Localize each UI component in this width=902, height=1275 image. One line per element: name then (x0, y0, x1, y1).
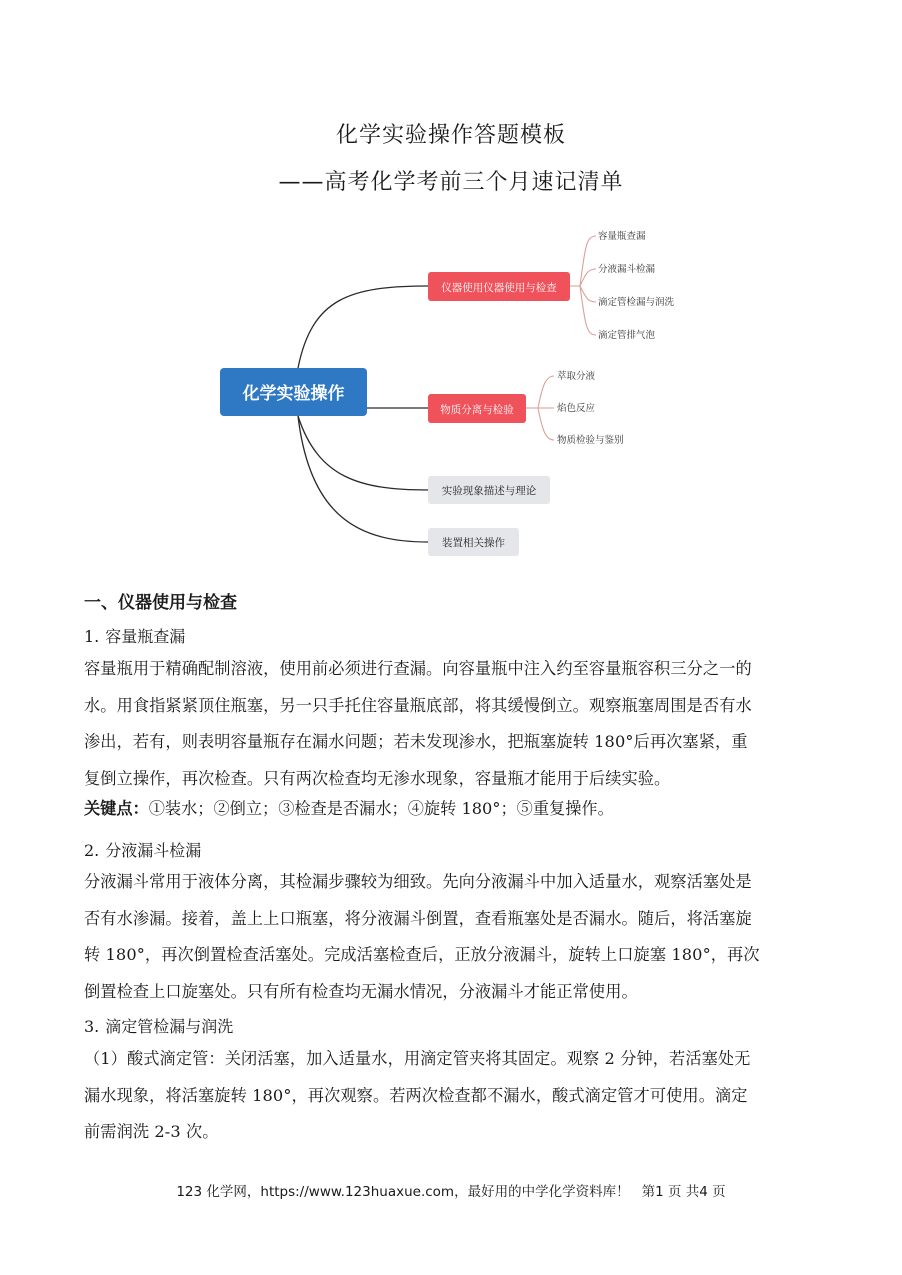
text-line: 容量瓶用于精确配制溶液，使用前必须进行查漏。向容量瓶中注入约至容量瓶容积三分之一的 (84, 659, 752, 678)
page-number: 第1 页 共4 页 (641, 1184, 726, 1200)
footer-text: 123 化学网，https://www.123huaxue.com，最好用的中学化学资料库！ (176, 1184, 630, 1200)
keypoints-text: ①装水；②倒立；③检查是否漏水；④旋转 180°；⑤重复操作。 (148, 799, 614, 818)
item2-title: 分液漏斗检漏 (105, 841, 202, 860)
text-line: 复倒立操作，再次检查。只有两次检查均无渗水现象，容量瓶才能用于后续实验。 (84, 768, 671, 788)
leaf-extraction: 萃取分液 (557, 371, 596, 382)
item3-body (84, 1041, 824, 1151)
keypoints-label: 关键点： (84, 799, 149, 818)
text-line: 渗出，若有，则表明容量瓶存在漏水问题；若未发现渗水，把瓶塞旋转 180°后再次塞紧，重 (84, 732, 748, 751)
branch-phenomena-label: 实验现象描述与理论 (441, 485, 537, 497)
branch-separation-label: 物质分离与检验 (440, 404, 514, 416)
leaf-flame-test: 焰色反应 (557, 403, 596, 414)
text-line: （1）酸式滴定管：关闭活塞，加入适量水，用滴定管夹将其固定。观察 2 分钟，若活塞处无 (84, 1049, 751, 1068)
text-line: 水。用食指紧紧顶住瓶塞，另一只手托住容量瓶底部，将其缓慢倒立。观察瓶塞周围是否有水 (84, 695, 752, 715)
leaf-volumetric-flask: 容量瓶查漏 (598, 231, 646, 242)
document-title: 化学实验操作答题模板 (335, 123, 566, 148)
page-footer (0, 1180, 902, 1200)
leaf-identification: 物质检验与鉴别 (557, 435, 624, 446)
text-line: 否有水渗漏。接着，盖上上口瓶塞，将分液漏斗倒置，查看瓶塞处是否漏水。随后，将活塞旋 (84, 908, 752, 928)
mindmap-leaves (557, 230, 675, 446)
item3-heading (84, 1014, 824, 1037)
document-subtitle: ——高考化学考前三个月速记清单 (278, 170, 624, 195)
item2-heading (84, 838, 824, 861)
section-heading: 一、仪器使用与检查 (84, 593, 237, 613)
item1-keypoints (84, 795, 824, 819)
mindmap-branch-instruments (428, 272, 570, 301)
mindmap-branch-apparatus (428, 528, 519, 556)
leaf-burette-bubbles: 滴定管排气泡 (598, 330, 656, 341)
item2-number: 2. (84, 841, 100, 860)
text-line: 转 180°，再次倒置检查活塞处。完成活塞检查后，正放分液漏斗，旋转上口旋塞 180°，再次 (84, 945, 760, 964)
item1-heading (84, 624, 824, 647)
branch-apparatus-label: 装置相关操作 (442, 537, 505, 549)
text-line: 倒置检查上口旋塞处。只有所有检查均无漏水情况，分液漏斗才能正常使用。 (84, 981, 638, 1001)
leaf-burette-rinse: 滴定管检漏与润洗 (598, 297, 675, 308)
text-line: 漏水现象，将活塞旋转 180°，再次观察。若两次检查都不漏水，酸式滴定管才可使用。滴定 (84, 1085, 748, 1105)
mindmap-root-label: 化学实验操作 (242, 384, 345, 404)
item1-body (84, 651, 824, 797)
item1-number: 1. (84, 627, 100, 646)
mindmap-branch-phenomena (428, 476, 550, 504)
mindmap-root (220, 368, 367, 416)
mind-map (200, 218, 700, 563)
branch-instruments-label: 仪器使用仪器使用与检查 (441, 282, 557, 294)
mindmap-branch-separation (428, 394, 526, 423)
text-line: 前需润洗 2-3 次。 (84, 1122, 219, 1141)
item3-title: 滴定管检漏与润洗 (105, 1017, 234, 1036)
text-line: 分液漏斗常用于液体分离，其检漏步骤较为细致。先向分液漏斗中加入适量水，观察活塞处是 (84, 872, 752, 891)
item1-title: 容量瓶查漏 (105, 627, 186, 646)
item2-body (84, 864, 824, 1010)
leaf-separatory-funnel: 分液漏斗检漏 (598, 264, 656, 275)
item3-number: 3. (84, 1017, 100, 1036)
